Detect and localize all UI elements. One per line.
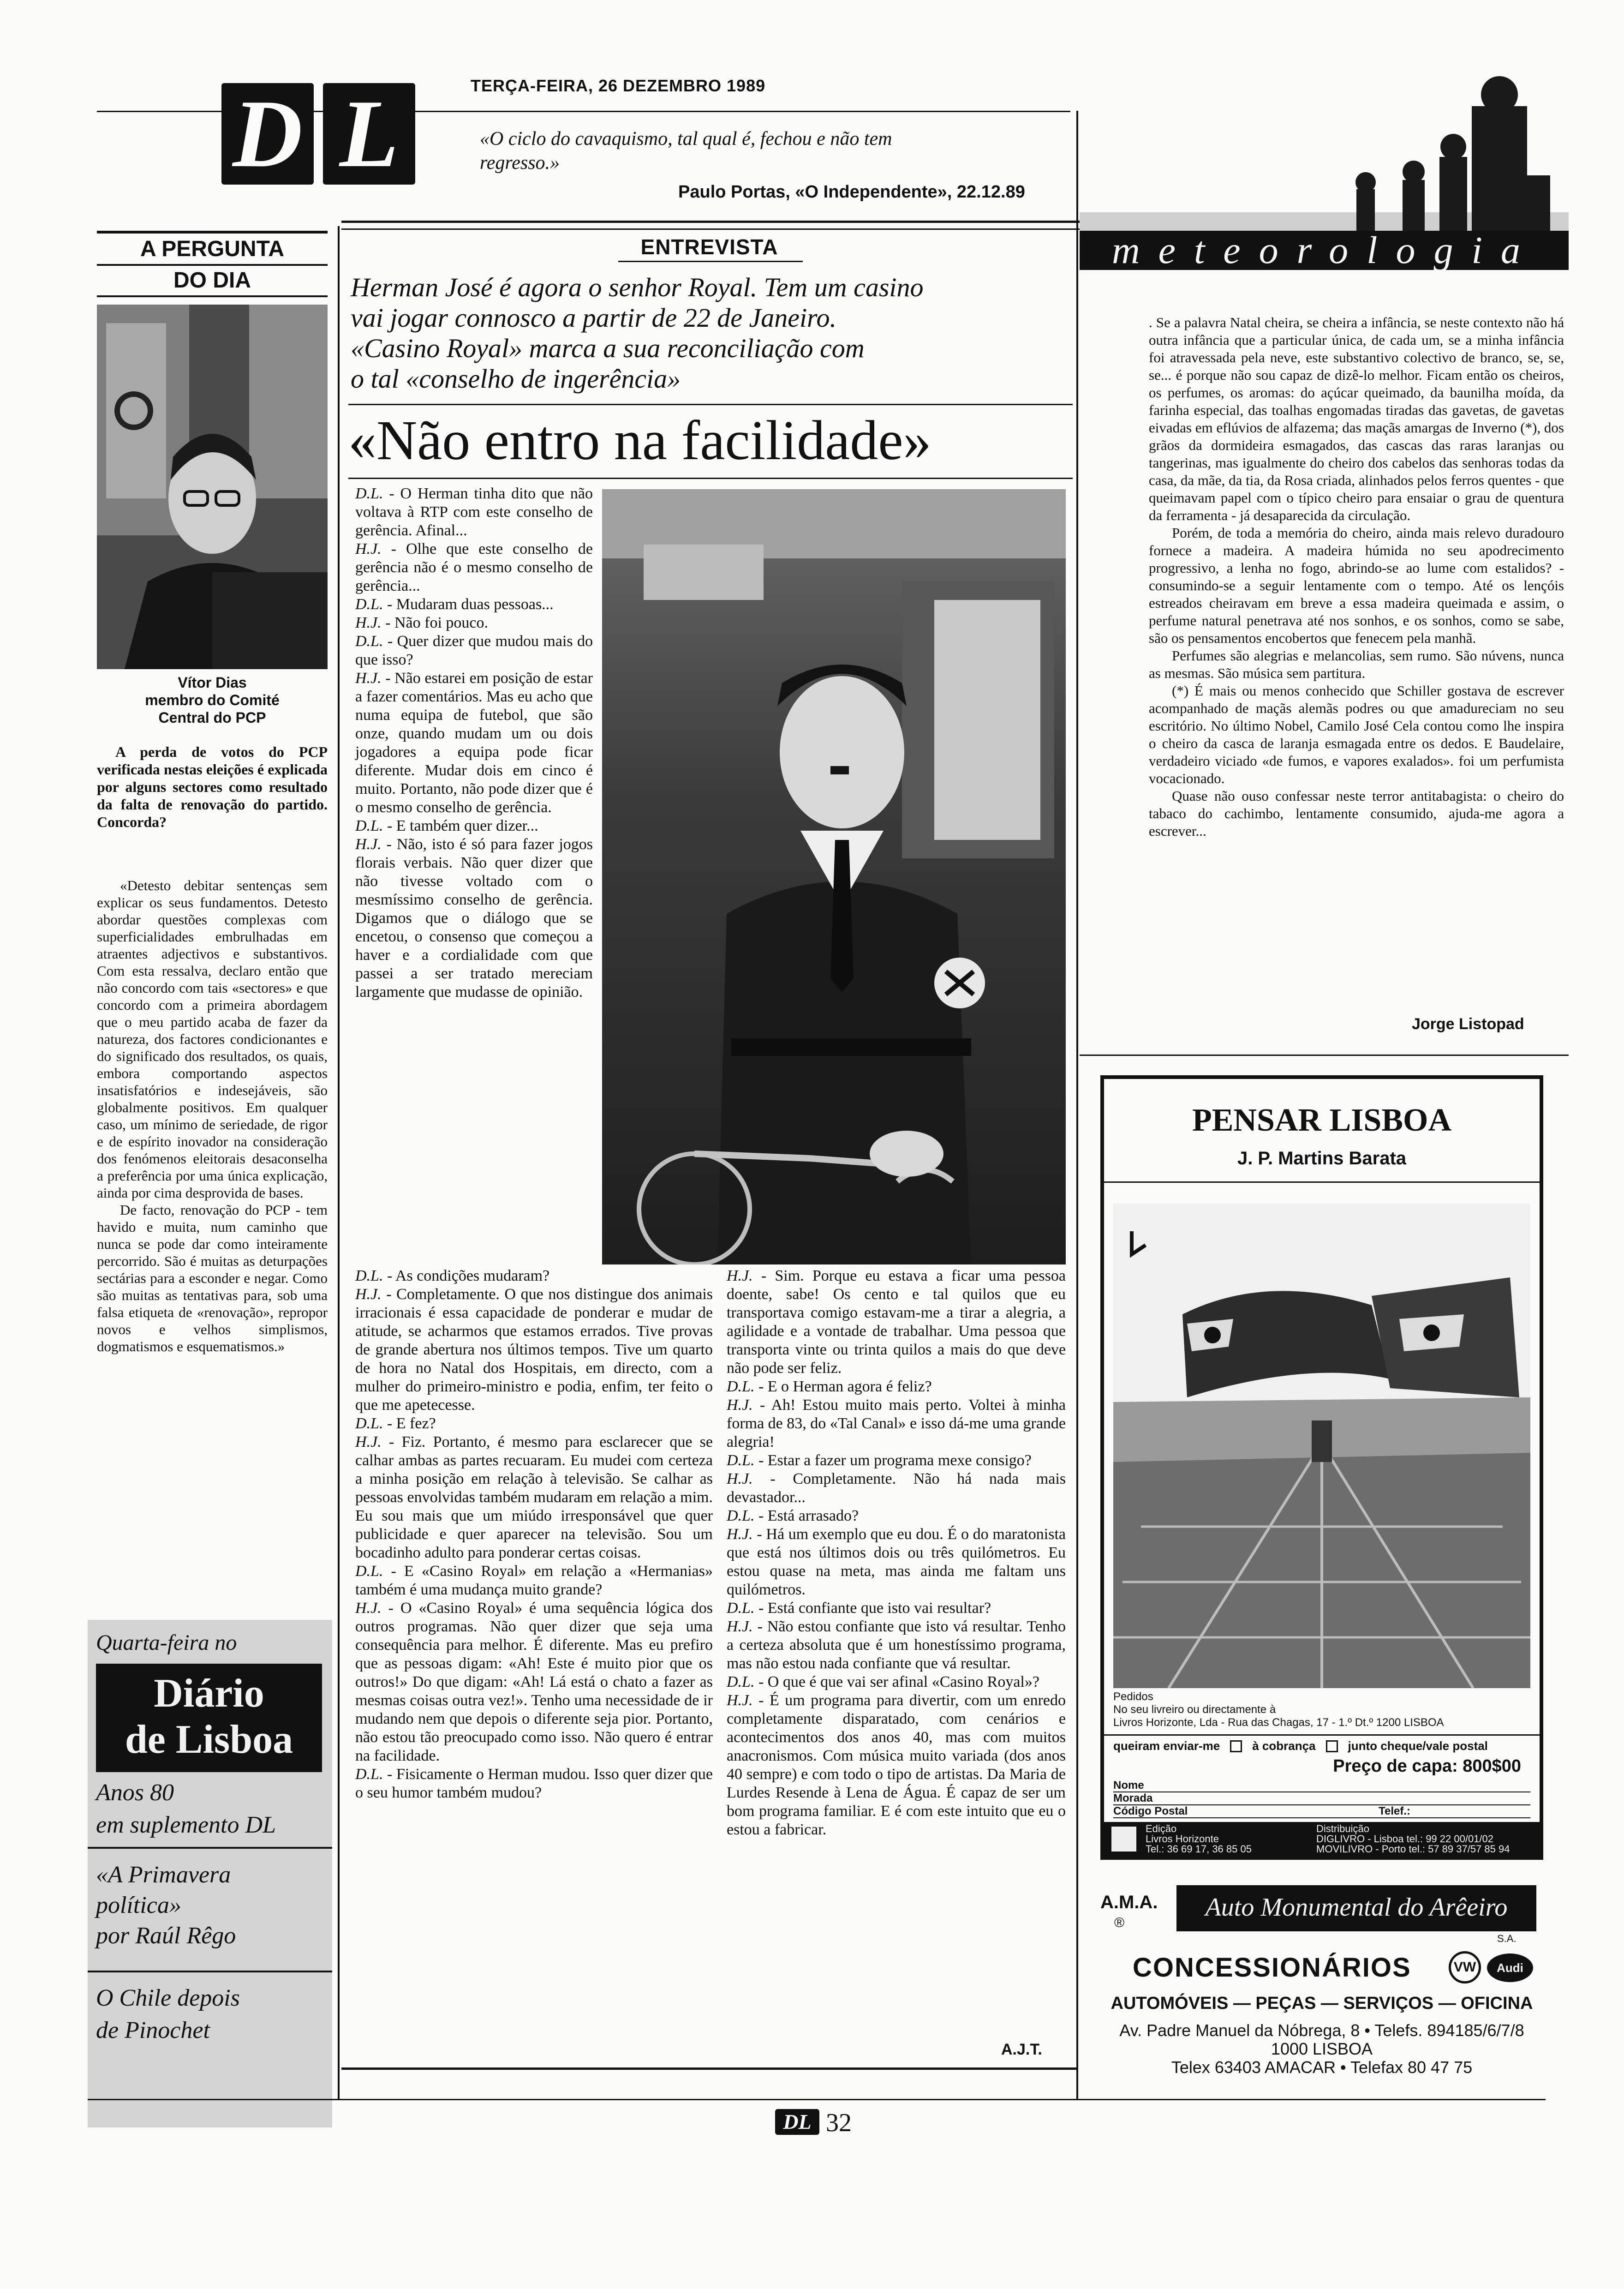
speaker-label: H.J.: [727, 1470, 753, 1487]
footer-logo: [775, 2109, 819, 2135]
exchange-text: - Não foi pouco.: [381, 614, 488, 631]
promo-line-1: Quarta-feira no: [96, 1630, 237, 1655]
distribution-label: Distribuição: [1316, 1823, 1369, 1834]
speaker-label: D.L.: [727, 1673, 755, 1690]
interview-exchange: [727, 1378, 1066, 1396]
promo-item-1-line-3: por Raúl Rêgo: [96, 1923, 236, 1949]
speaker-label: D.L.: [355, 817, 383, 834]
book-title-rule: [1104, 1181, 1540, 1183]
exchange-text: - É um programa para divertir, com um enredo completamente disparatado, com cenários e acontecimentos dos anos 40, mas com muitos anacronismos. Com música muito variada (dos anos 40 sempre) e com todo o tipo de artistas. Da Maria de Lurdes Resende à Lena de Água. É capaz de ser um bom programa familiar. E é com este intuito que eu o estou a fabricar.: [727, 1692, 1066, 1838]
meteorologia-title: meteorologia: [1112, 229, 1539, 272]
interview-exchange: [355, 1285, 713, 1414]
interview-exchange: [355, 835, 593, 1001]
order-form-fields: [1113, 1780, 1530, 1818]
exchange-text: - Não estarei em posição de estar a fazer comentários. Mas eu acho que numa equipa de futebol, que são onze, quando mudam um ou dois jogadores a equipa pode ficar diferente. Mudar dois em cinco é muito. Portanto, não pode dizer que é o mesmo conselho de gerência.: [355, 670, 593, 816]
logo-word-diario: Diário: [154, 1671, 264, 1716]
logo-l-box: [323, 80, 415, 187]
edition-label: Edição: [1146, 1823, 1177, 1834]
promo-item-2-line-2: de Pinochet: [96, 2017, 210, 2043]
edition-line-1: Livros Horizonte: [1146, 1833, 1219, 1845]
field-name[interactable]: Nome: [1113, 1780, 1530, 1792]
speaker-label: H.J.: [727, 1267, 753, 1284]
promo-line-3: em suplemento DL: [96, 1812, 276, 1838]
exchange-text: - E «Casino Royal» em relação a «Hermanias» também é uma mudança muito grande?: [355, 1563, 713, 1598]
exchange-text: - Fisicamente o Herman mudou. Isso quer dizer que o seu humor também mudou?: [355, 1766, 713, 1801]
dek-line-4: o tal «conselho de ingerência»: [351, 364, 681, 394]
exchange-text: - O Herman tinha dito que não voltava à RTP com este conselho de gerência. Afinal...: [355, 485, 593, 539]
exchange-text: - Olhe que este conselho de gerência não é o mesmo conselho de gerência...: [355, 540, 593, 594]
vw-logo: [1449, 1951, 1481, 1983]
exchange-text: - Completamente. O que nos distingue dos animais irracionais é essa capacidade de ponderar e mudar de atitude, se acharmos que estamos errados. Tive provas de grande abertura nos últimos tempos. Tive um quarto de hora no Natal dos Hospitais, em directo, com a mulher do primeiro-ministro e podia, enfim, ter feito o que me apetecesse.: [355, 1286, 713, 1414]
qod-top-rule: [97, 231, 328, 234]
qod-heading-2: DO DIA: [173, 268, 251, 293]
dealer-address-line-1: Av. Padre Manuel da Nóbrega, 8 • Telefs. 894185/6/7/8: [1119, 2021, 1524, 2040]
exchange-text: - Fiz. Portanto, é mesmo para esclarecer que se calhar ambas as partes recuaram. Eu mudei com certeza a minha posição em relação à televisão. Se calhar as pessoas envolvidas também mudaram em relação a mim. Eu sou mais que um miúdo irresponsável que quer publicidade e quer aparecer na televisão. Sou um bocadinho adulto para ponderar certas coisas.: [355, 1433, 713, 1561]
vw-logo-text: VW: [1453, 1959, 1476, 1975]
book-price: Preço de capa: 800$00: [1333, 1756, 1521, 1776]
speaker-label: H.J.: [355, 836, 382, 853]
concessionarios-heading: CONCESSIONÁRIOS: [1133, 1953, 1411, 1983]
speaker-label: D.L.: [355, 1267, 383, 1284]
page-number: 32: [826, 2109, 852, 2137]
answer-paragraph-2: De facto, renovação do PCP - tem havido e muita, num caminho que nunca se pode dar como inteiramente percorrido. São é muitas as deturpações sectárias para a esconder e negar. Como são muitas as tentativas para, sob uma falsa etiqueta de «renovação», repropor novos e velhos simplismos, dogmatismos e esquematismos.»: [97, 1202, 328, 1354]
interview-exchange: [355, 1765, 713, 1802]
ama-registered: ®: [1114, 1915, 1125, 1930]
speaker-label: D.L.: [355, 1415, 383, 1432]
interview-dek: [351, 272, 1070, 394]
interview-column-1-upper: [355, 485, 593, 1001]
interview-exchange: [355, 485, 593, 540]
logo-word-lisboa: de Lisboa: [125, 1717, 293, 1762]
interview-exchange: [355, 1562, 713, 1599]
meteo-paragraph-5: Quase não ouso confessar neste terror antitabagista: o cheiro do tabaco do cachimbo, lentamente consumido, ajuda-me agora a escrever...: [1149, 788, 1564, 839]
column-divider-left: [338, 226, 340, 2100]
interview-exchange: [727, 1396, 1066, 1451]
promo-divider-1: [88, 1847, 332, 1849]
field-phone[interactable]: Telef.:: [1379, 1805, 1410, 1817]
dek-line-2: vai jogar connosco a partir de 22 de Janeiro.: [351, 303, 836, 333]
ama-script-banner: [1176, 1885, 1536, 1931]
answer-paragraph-1: «Detesto debitar sentenças sem explicar os seus fundamentos. Detesto abordar questões complexas com superficialidades embrulhadas em atraentes adjectivos e substantivos. Com esta ressalva, declaro então que não concordo com tais «sectores» e que concordo com a primeira abordagem que o meu partido acaba de fazer da natureza, dos factores condicionantes e do significado dos resultados, os quais, embora comportando aspectos insatisfatórios e indesejáveis, são globalmente positivos. Em qualquer caso, um mínimo de seriedade, de rigor e de espírito inovador na consideração dos fenómenos eleitorais desaconselha a preferência por uma única explicação, ainda por cima desprovida de bases.: [97, 877, 328, 1201]
photo-caption: [97, 674, 328, 726]
logo-d-box: [221, 80, 314, 187]
exchange-text: - O «Casino Royal» é uma sequência lógica dos outros programas. Não quer dizer que seja uma consequência para melhor. É diferente. Mas eu prefiro que as pessoas digam: «Ah! Este é muito pior que os outros!» Do que digam: «Ah! Lá está o chato a fazer as mesmas coisas outra vez!». Tenho uma necessidade de ir mudando nem que depois o diferente seja pior. Portanto, não estou tão preocupado como isso. Não quero é entrar na facilidade.: [355, 1600, 713, 1764]
interview-exchange: [727, 1691, 1066, 1839]
order-label: queiram enviar-me: [1113, 1739, 1220, 1753]
diario-de-lisboa-logo: [96, 1664, 322, 1772]
interview-column-2: [727, 1267, 1066, 1839]
ama-brand: A.M.A.: [1100, 1892, 1158, 1912]
dek-line-3: «Casino Royal» marca a sua reconciliação com: [351, 333, 865, 363]
speaker-label: H.J.: [727, 1526, 753, 1543]
dealer-address-line-2: 1000 LISBOA: [1271, 2039, 1373, 2058]
interview-exchange: [355, 1599, 713, 1765]
meteo-paragraph-2: Porém, de toda a memória do cheiro, ainda mais relevo duradouro fornece a madeira. A madeira húmida no seu apodrecimento progressivo, a lenha no fogo, abrindo-se ao lume com estalidos? - consumindo-se a seguir lentamente com o tempo. Até os lençóis estreados cheiravam em breve a essa madeira queimada e assim, o perfume natural penetrava até nos sonhos, e os sonhos, como se sabe, são os pensamentos encobertos que fenecem pela manhã.: [1149, 525, 1564, 646]
order-info: [1113, 1690, 1530, 1729]
ama-dealer-ad: [1100, 1878, 1543, 2091]
distribution-info: [1316, 1824, 1510, 1854]
order-line-3: Livros Horizonte, Lda - Rua das Chagas, 17 - 1.º Dt.º 1200 LISBOA: [1113, 1716, 1444, 1729]
exchange-text: - Está confiante que isto vai resultar?: [754, 1600, 991, 1617]
interview-kicker: ENTREVISTA: [640, 235, 778, 259]
promo-item-2-line-1: O Chile depois: [96, 1985, 240, 2011]
kicker-underline: [618, 261, 803, 262]
interview-column-1-lower: [355, 1267, 713, 1802]
speaker-label: H.J.: [355, 1600, 382, 1617]
pensar-lisboa-ad: [1100, 1075, 1543, 1860]
speaker-label: D.L.: [727, 1600, 755, 1617]
interview-exchange: [727, 1451, 1066, 1470]
order-options: [1113, 1739, 1530, 1753]
meteo-author: Jorge Listopad: [1412, 1015, 1524, 1033]
logo-l: L: [339, 80, 399, 187]
interview-exchange: [727, 1470, 1066, 1507]
speaker-label: H.J.: [355, 1286, 382, 1303]
masthead-bottom-rule: [341, 221, 1080, 223]
exchange-text: - Está arrasado?: [754, 1507, 859, 1524]
interview-exchange: [355, 540, 593, 595]
edition-info: [1146, 1824, 1252, 1854]
interview-bottom-rule: [341, 2067, 1077, 2070]
exchange-text: - Mudaram duas pessoas...: [383, 596, 554, 613]
exchange-text: - Não, isto é só para fazer jogos florais verbais. Não quer dizer que não tivesse voltado com o mesmíssimo conselho de gerência. Digamos que o diálogo que se encetou, o consenso que começou a haver e a cordialidade com que passei a ser tratado mereciam largamente que mudasse de opinião.: [355, 836, 593, 1001]
speaker-label: H.J.: [355, 614, 382, 631]
promo-item-1-line-1: «A Primavera: [96, 1862, 231, 1888]
issue-date: TERÇA-FEIRA, 26 DEZEMBRO 1989: [471, 76, 766, 95]
exchange-text: - Sim. Porque eu estava a ficar uma pessoa doente, sabe! Os cento e tal quilos que eu transportava comigo estavam-me a tirar a alegria, a agilidade e a vontade de trabalhar. Uma pessoa que transporta vinte ou trinta quilos a mais do que deve não pode ser feliz.: [727, 1267, 1066, 1377]
masthead-quote-source: Paulo Portas, «O Independente», 22.12.89: [678, 182, 1025, 202]
promo-divider-2: [88, 1971, 332, 1972]
caption-line-1: Vítor Dias: [178, 674, 247, 691]
exchange-text: - Há um exemplo que eu dou. É o do maratonista que está nos últimos dois ou três quilómetros. Eu estou quase na meta, mas ainda me faltam uns quilómetros.: [727, 1526, 1066, 1598]
interview-exchange: [355, 1414, 713, 1433]
interview-exchange: [727, 1673, 1066, 1691]
speaker-label: D.L.: [355, 485, 383, 502]
speaker-label: D.L.: [727, 1378, 755, 1395]
meteo-paragraph-3: Perfumes são alegrias e melancolias, sem rumo. São núvens, nunca as mesmas. São música sem partitura.: [1149, 647, 1564, 681]
order-line-1: Pedidos: [1113, 1690, 1153, 1703]
exchange-text: - E o Herman agora é feliz?: [754, 1378, 932, 1395]
livros-horizonte-logo: [1111, 1827, 1136, 1852]
book-cover-illustration: [1113, 1204, 1530, 1688]
qod-heading-1: A PERGUNTA: [140, 237, 284, 261]
promo-item-2: [96, 1982, 240, 2047]
promo-item-1: [96, 1860, 236, 1951]
dealer-contact: Telex 63403 AMACAR • Telefax 80 47 75: [1171, 2058, 1473, 2077]
meteorologia-banner: [1080, 231, 1569, 270]
audi-logo: [1487, 1953, 1533, 1982]
ama-sa: S.A.: [1497, 1933, 1517, 1944]
book-title: PENSAR LISBOA: [1192, 1103, 1452, 1138]
footer-rule: [88, 2099, 1546, 2100]
dealer-address: [1100, 2021, 1543, 2077]
cheque-checkbox[interactable]: [1326, 1740, 1338, 1752]
meteo-paragraph-4: (*) É mais ou menos conhecido que Schiller gostava de escrever acompanhado de maçãs alemãs podres ou que amadureciam no seu escritório. No último Nobel, Camilo José Cela contou como lhe inspira o cheiro da casca de laranja esmagada entre os dedos. E Baudelaire, verdadeiro viciado «de fumos, e vapores exalados». foi um perfumista vocacionado.: [1149, 683, 1564, 786]
qod-answer: [97, 877, 328, 1355]
book-author: J. P. Martins Barata: [1237, 1148, 1407, 1168]
ama-script-name: Auto Monumental do Arêeiro: [1205, 1893, 1508, 1922]
speaker-label: H.J.: [355, 540, 382, 557]
headline-rule: [348, 478, 1073, 479]
speaker-label: D.L.: [355, 633, 383, 650]
speaker-label: H.J.: [355, 670, 382, 687]
herman-jose-photo: [602, 489, 1066, 1264]
footer-logo-text: DL: [783, 2110, 812, 2133]
order-rule: [1104, 1734, 1540, 1736]
speaker-label: H.J.: [727, 1692, 753, 1709]
exchange-text: - O que é que vai ser afinal «Casino Royal»?: [754, 1673, 1039, 1690]
speaker-label: D.L.: [727, 1507, 755, 1524]
qod-question: A perda de votos do PCP verificada nestas eleições é explicada por alguns sectores como resultado da falta de renovação do partido. Concorda?: [97, 743, 328, 830]
qod-under-rule: [97, 295, 328, 297]
speaker-label: D.L.: [355, 1563, 383, 1580]
field-postal-code[interactable]: Código Postal: [1113, 1805, 1188, 1817]
article-signature: A.J.T.: [1001, 2041, 1042, 2058]
dealer-services: AUTOMÓVEIS — PEÇAS — SERVIÇOS — OFICINA: [1111, 1994, 1533, 2013]
qod-mid-rule: [97, 264, 328, 266]
promo-item-1-line-2: política»: [96, 1892, 181, 1918]
exchange-text: - As condições mudaram?: [383, 1267, 550, 1284]
speaker-label: H.J.: [727, 1618, 753, 1635]
speaker-label: D.L.: [355, 596, 383, 613]
distribution-line-1: DIGLIVRO - Lisboa tel.: 99 22 00/01/02: [1316, 1833, 1494, 1845]
exchange-text: - Estar a fazer um programa mexe consigo?: [754, 1452, 1032, 1469]
diario-promo: [88, 1620, 332, 2127]
masthead-bottom-rule-thin: [341, 228, 1080, 230]
cheque-label: junto cheque/vale postal: [1348, 1739, 1488, 1753]
interview-exchange: [355, 669, 593, 817]
interview-exchange: [727, 1267, 1066, 1378]
exchange-text: - Quer dizer que mudou mais do que isso?: [355, 633, 593, 668]
promo-line-2: Anos 80: [96, 1780, 174, 1806]
dek-line-1: Herman José é agora o senhor Royal. Tem um casino: [351, 272, 924, 302]
cod-checkbox[interactable]: [1230, 1740, 1242, 1752]
interview-exchange: [355, 614, 593, 632]
exchange-text: - Ah! Estou muito mais perto. Voltei à minha forma de 83, do «Tal Canal» e isso dá-me uma grande alegria!: [727, 1396, 1066, 1450]
meteo-paragraph-1: . Se a palavra Natal cheira, se cheira a infância, se neste contexto não há outra infância que a particular única, de cada um, se a minha infância foi atravessada pela neve, este substantivo colectivo de branco, se, se, se... é porque não sou capaz de dizê-lo melhor. Ficam então os cheiros, os perfumes, os aromas: do açúcar queimado, da baunilha moída, da farinha especial, das toalhas engomadas tiradas das gavetas, de gavetas eivadas em eflúvios de alfazema; das maçãs amargas de Inverno (*), dos grãos da dormideira esmagados, das cascas das raras laranjas ou tangerinas, mas igualmente do cheiro dos cabelos das senhoras todas da casa, da mãe, da tia, da Rosa criada, alinhados pelos ferros quentes - que queimavam papel com o típico cheiro para ensaiar o grau de quentura da ferramenta - já desaparecida da circulação.: [1149, 314, 1564, 523]
interview-exchange: [355, 817, 593, 835]
publisher-strip: [1104, 1822, 1540, 1856]
field-postal-row: [1113, 1805, 1530, 1818]
interview-exchange: [727, 1599, 1066, 1618]
edition-line-2: Tel.: 36 69 17, 36 85 05: [1146, 1843, 1252, 1855]
meteo-text: [1149, 314, 1564, 840]
logo-d: D: [233, 80, 303, 187]
audi-logo-text: Audi: [1497, 1960, 1523, 1975]
caption-line-3: Central do PCP: [158, 709, 266, 726]
cod-label: à cobrança: [1252, 1739, 1316, 1753]
exchange-text: - E fez?: [383, 1415, 436, 1432]
vitor-dias-photo: [97, 305, 328, 669]
exchange-text: - Não estou confiante que isto vá resultar. Tenho a certeza absoluta que é um honestíssimo programa, mas não estou nada confiante que vá resultar.: [727, 1618, 1066, 1672]
speaker-label: H.J.: [727, 1396, 753, 1414]
distribution-line-2: MOVILIVRO - Porto tel.: 57 89 37/57 85 94: [1316, 1843, 1510, 1855]
interview-exchange: [355, 595, 593, 614]
dek-rule: [348, 404, 1073, 405]
interview-exchange: [355, 632, 593, 669]
masthead-quote: «O ciclo do cavaquismo, tal qual é, fechou e não tem regresso.»: [480, 128, 892, 174]
field-address[interactable]: Morada: [1113, 1792, 1530, 1805]
interview-exchange: [727, 1507, 1066, 1525]
order-line-2: No seu livreiro ou directamente à: [1113, 1703, 1276, 1716]
interview-exchange: [355, 1267, 713, 1285]
caption-line-2: membro do Comité: [145, 692, 280, 708]
interview-exchange: [727, 1525, 1066, 1599]
speaker-label: H.J.: [355, 1433, 382, 1450]
interview-exchange: [355, 1433, 713, 1562]
meteo-bottom-rule: [1080, 1055, 1569, 1056]
interview-headline: «Não entro na facilidade»: [348, 409, 931, 472]
interview-exchange: [727, 1618, 1066, 1673]
exchange-text: - Completamente. Não há nada mais devastador...: [727, 1470, 1066, 1506]
exchange-text: - E também quer dizer...: [383, 817, 538, 834]
speaker-label: D.L.: [727, 1452, 755, 1469]
speaker-label: D.L.: [355, 1766, 383, 1783]
